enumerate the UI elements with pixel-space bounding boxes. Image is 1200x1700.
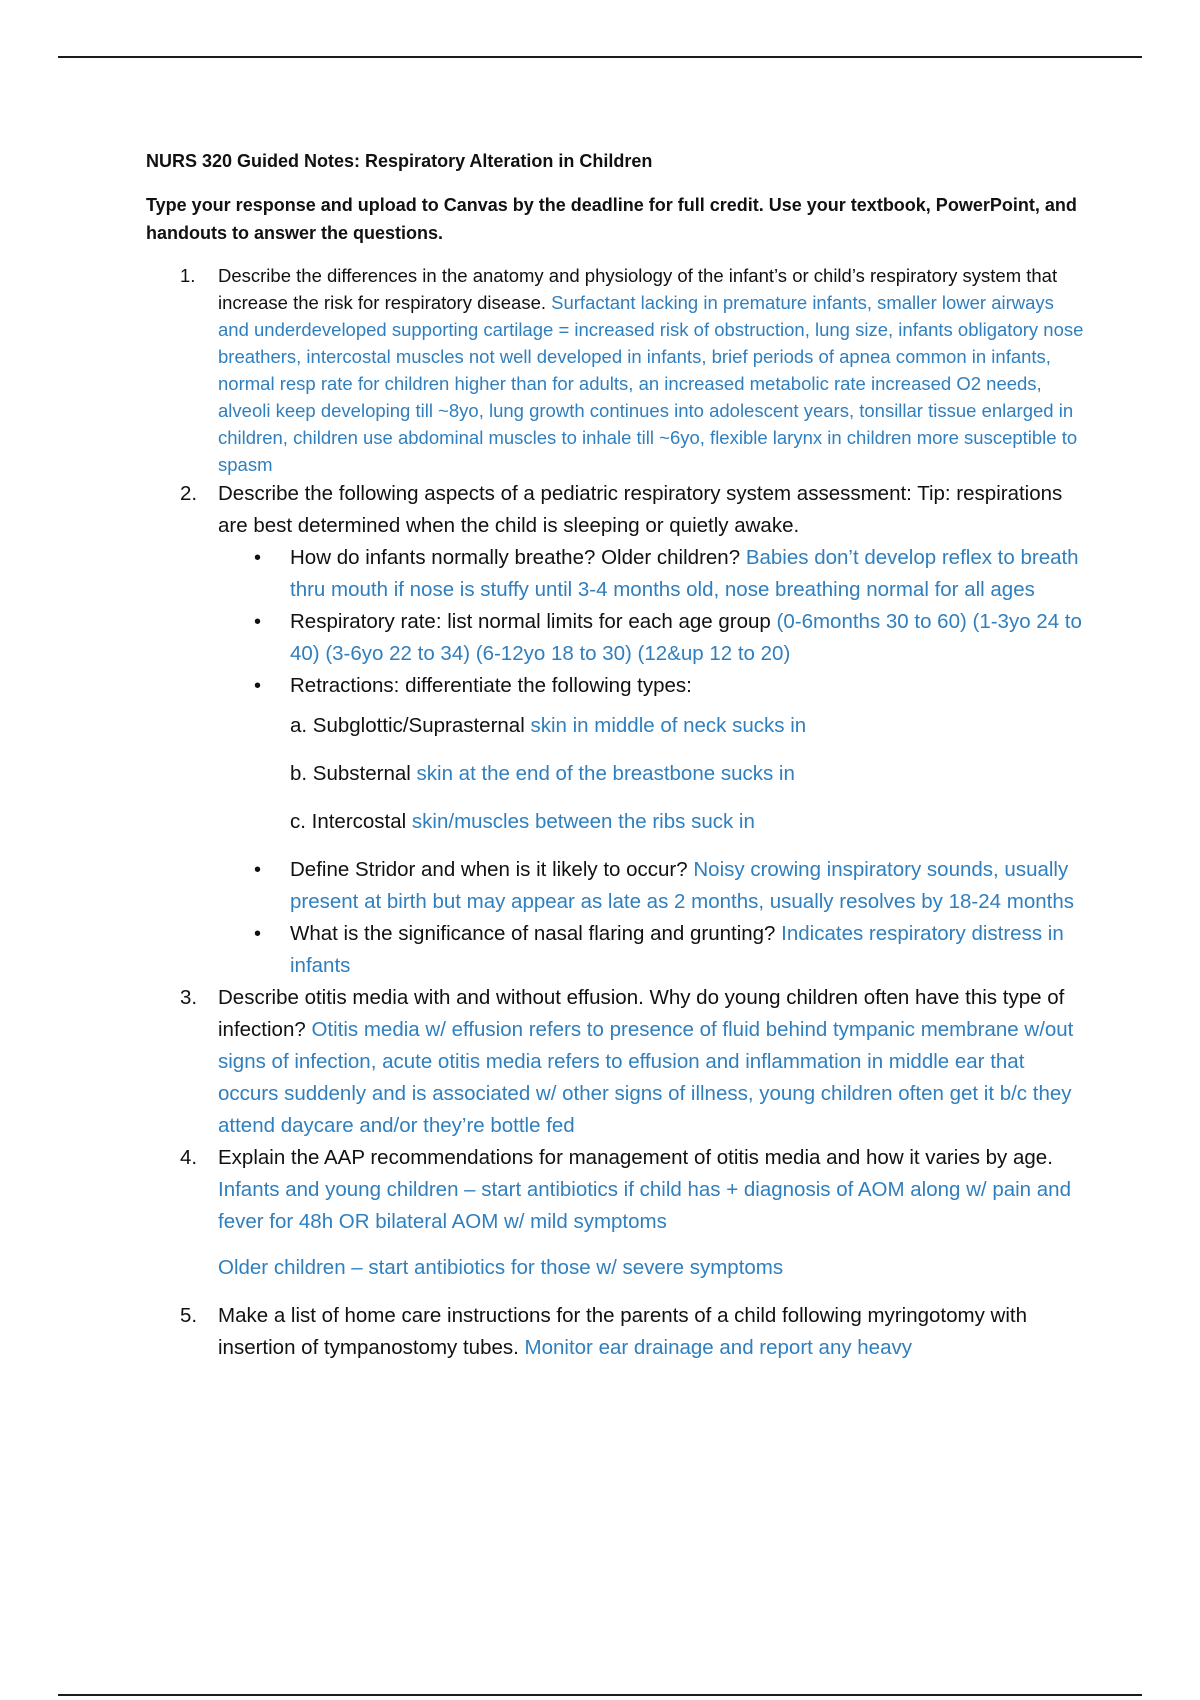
question-list xyxy=(146,262,1086,1364)
bullet-prompt: How do infants normally breathe? Older children? xyxy=(290,545,741,569)
bullet-prompt: Retractions: differentiate the following types: xyxy=(290,673,692,697)
bullet-item xyxy=(254,670,1086,702)
bullet-item xyxy=(254,606,1086,670)
bullet-dot-icon: • xyxy=(254,546,262,569)
answer-text: Monitor ear drainage and report any heavy xyxy=(524,1335,912,1359)
assessment-bullets xyxy=(218,542,1086,702)
answer-text: Otitis media w/ effusion refers to presence of fluid behind tympanic membrane w/out signs of infection, acute otitis media refers to effusion and inflammation in middle ear that occurs suddenly and is associated w/ other signs of illness, young children often get it b/c they attend daycare and/or they’re bottle fed xyxy=(218,1017,1074,1137)
question-number: 3. xyxy=(180,985,198,1009)
answer-text: Indicates respiratory distress in infants xyxy=(290,921,1064,977)
question-number: 1. xyxy=(180,264,196,286)
question-2 xyxy=(180,478,1086,982)
bullet-prompt: Respiratory rate: list normal limits for each age group xyxy=(290,609,771,633)
answer-text: Babies don’t develop reflex to breath thru mouth if nose is stuffy until 3-4 months old, nose breathing normal for all ages xyxy=(290,545,1079,601)
bullet-prompt: What is the significance of nasal flaring and grunting? xyxy=(290,921,776,945)
question-prompt: Describe otitis media with and without effusion. Why do young children often have this type of infection? xyxy=(218,985,1065,1041)
answer-text: Surfactant lacking in premature infants, smaller lower airways and underdeveloped supporting cartilage = increased risk of obstruction, lung size, infants obligatory nose breathers, intercostal muscles not well developed in infants, brief periods of apnea common in infants, normal resp rate for children higher than for adults, an increased metabolic rate increased O2 needs, alveoli keep developing till ~8yo, lung growth continues into adolescent years, tonsillar tissue enlarged in children, children use abdominal muscles to inhale till ~6yo, flexible larynx in children more susceptible to spasm xyxy=(218,291,1084,475)
answer-text-older-children: Older children – start antibiotics for those w/ severe symptoms xyxy=(218,1255,784,1279)
instructions: Type your response and upload to Canvas by the deadline for full credit. Use your textbook, PowerPoint, and handouts to answer the questions. xyxy=(146,195,1077,243)
retraction-label: c. Intercostal xyxy=(290,809,407,833)
question-prompt: Make a list of home care instructions for the parents of a child following myringotomy with insertion of tympanostomy tubes. xyxy=(218,1303,1027,1359)
document-page xyxy=(146,140,1086,1364)
retraction-label: a. Subglottic/Suprasternal xyxy=(290,713,525,737)
retraction-label: b. Substernal xyxy=(290,761,411,785)
answer-text: skin/muscles between the ribs suck in xyxy=(411,809,755,833)
question-prompt: Explain the AAP recommendations for management of otitis media and how it varies by age. xyxy=(218,1145,1053,1169)
question-number: 5. xyxy=(180,1303,198,1327)
bullet-item xyxy=(254,918,1086,982)
bullet-dot-icon: • xyxy=(254,610,262,633)
top-rule xyxy=(58,56,1142,58)
retraction-item xyxy=(218,806,1086,838)
bottom-rule xyxy=(58,1694,1142,1696)
bullet-dot-icon: • xyxy=(254,858,262,881)
answer-text: Infants and young children – start antibiotics if child has + diagnosis of AOM along w/ pain and fever for 48h OR bilateral AOM w/ mild symptoms xyxy=(218,1177,1071,1233)
bullet-item xyxy=(254,542,1086,606)
bullet-prompt: Define Stridor and when is it likely to occur? xyxy=(290,857,688,881)
question-5 xyxy=(180,1300,1086,1364)
answer-text: skin in middle of neck sucks in xyxy=(530,713,807,737)
answer-text: Noisy crowing inspiratory sounds, usually present at birth but may appear as late as 2 months, usually resolves by 18-24 months xyxy=(290,857,1074,913)
retraction-item xyxy=(218,710,1086,742)
question-number: 4. xyxy=(180,1145,198,1169)
question-prompt: Describe the following aspects of a pediatric respiratory system assessment: Tip: respirations are best determined when the child is sleeping or quietly awake. xyxy=(218,481,1063,537)
answer-text: (0-6months 30 to 60) (1-3yo 24 to 40) (3-6yo 22 to 34) (6-12yo 18 to 30) (12&up 12 to 20) xyxy=(290,609,1082,665)
bullet-dot-icon: • xyxy=(254,922,262,945)
bullet-item xyxy=(254,854,1086,918)
bullet-dot-icon: • xyxy=(254,674,262,697)
document-title: NURS 320 Guided Notes: Respiratory Alteration in Children xyxy=(146,151,653,171)
assessment-bullets-continued xyxy=(218,854,1086,982)
question-prompt: Describe the differences in the anatomy and physiology of the infant’s or child’s respiratory system that increase the risk for respiratory disease. xyxy=(218,264,1058,313)
question-number: 2. xyxy=(180,481,198,505)
retraction-item xyxy=(218,758,1086,790)
question-1 xyxy=(180,262,1086,478)
question-4 xyxy=(180,1142,1086,1284)
question-3 xyxy=(180,982,1086,1142)
answer-text: skin at the end of the breastbone sucks in xyxy=(416,761,795,785)
